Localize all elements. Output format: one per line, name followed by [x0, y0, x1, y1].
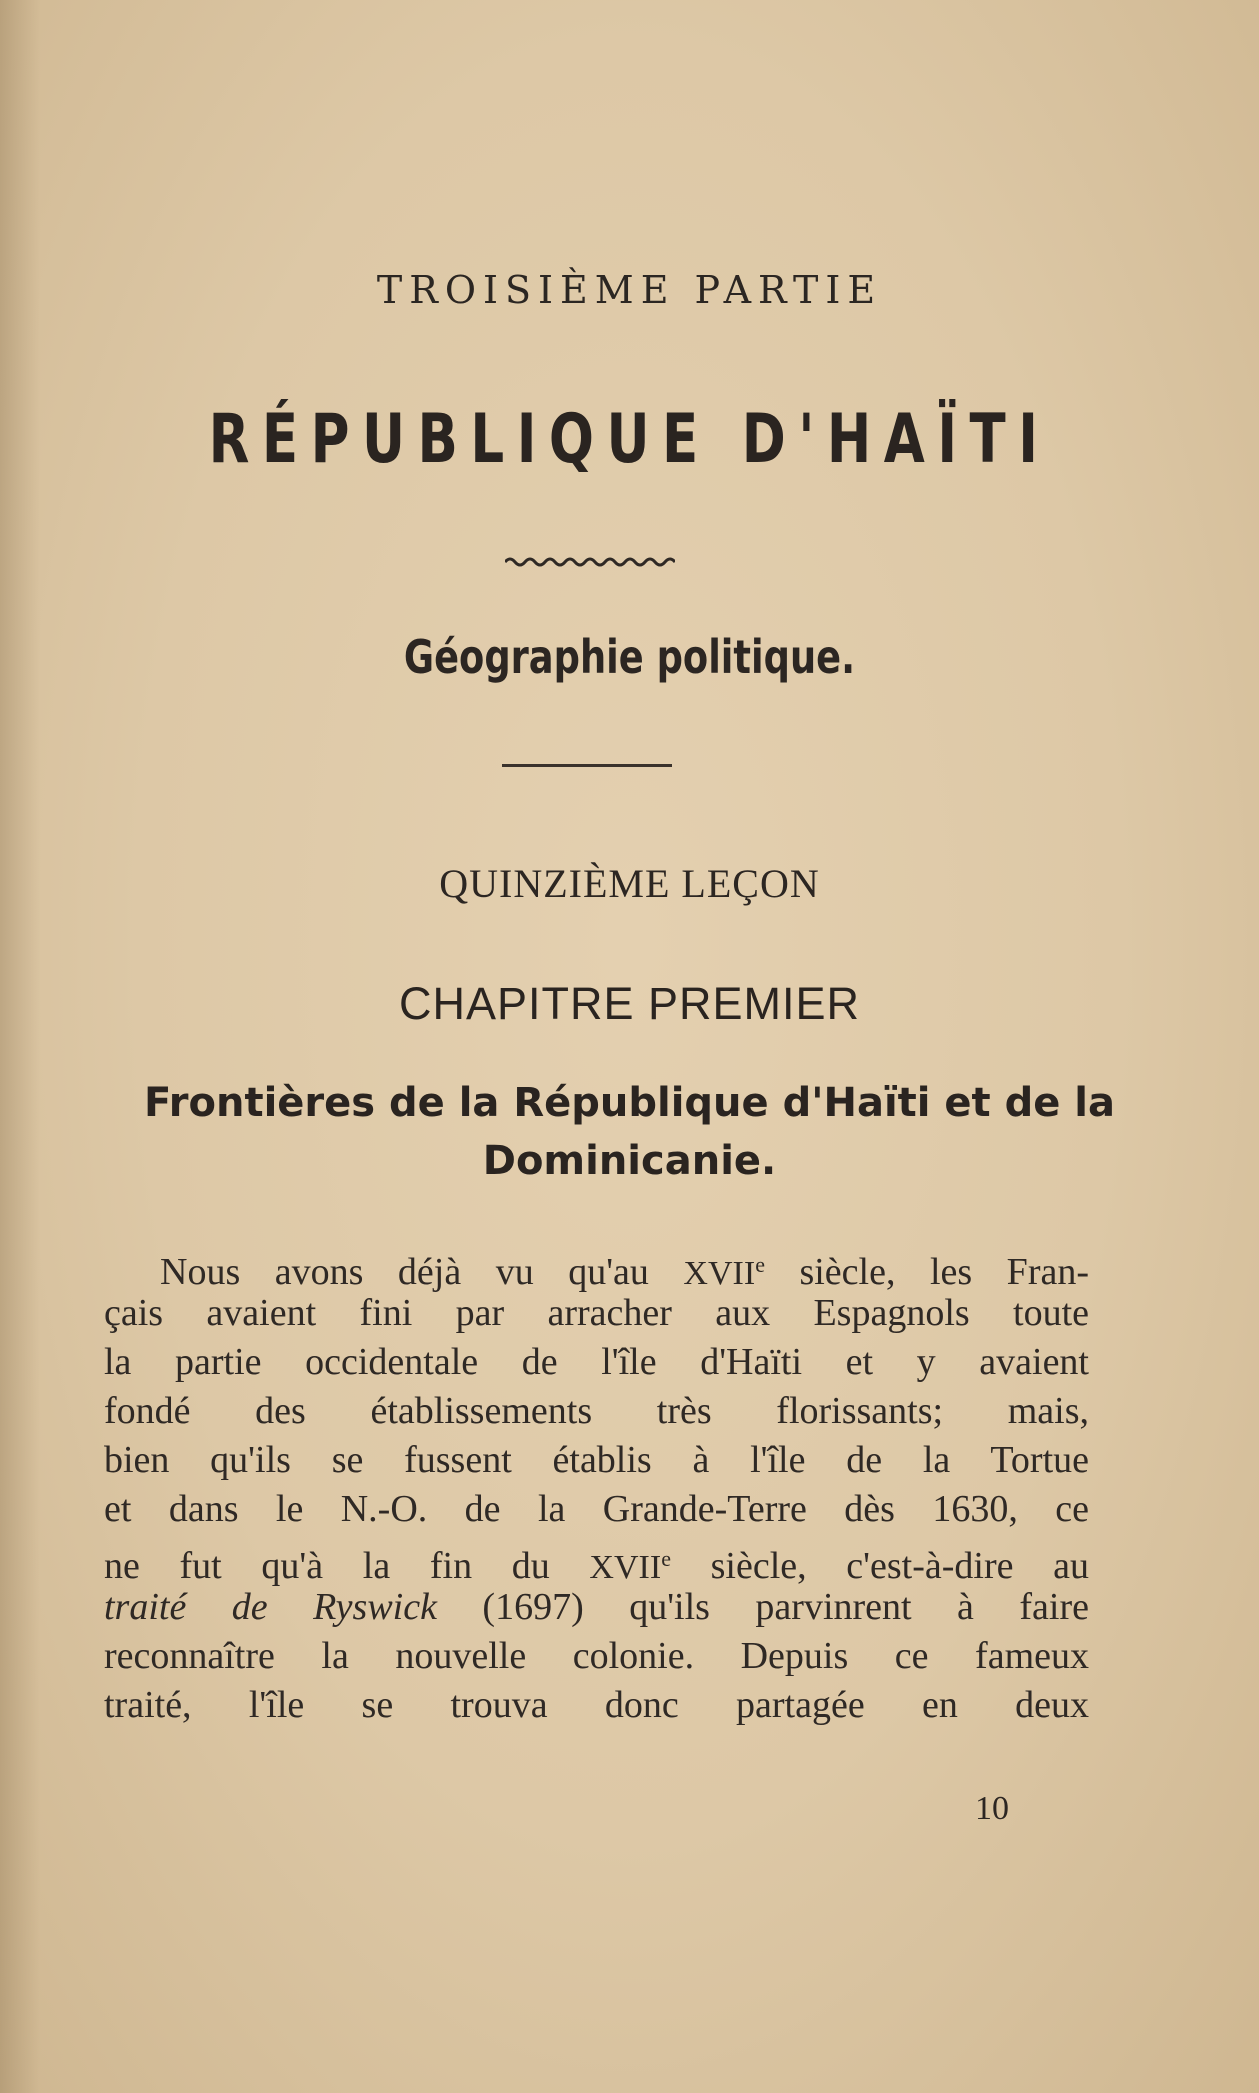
body-line: traité de Ryswick (1697) qu'ils parvinrent à faire	[104, 1586, 1089, 1628]
body-line: traité, l'île se trouva donc partagée en deux	[104, 1684, 1089, 1726]
chapter-heading: Frontières de la République d'Haïti et de la Dominicanie.	[144, 1080, 1115, 1184]
body-line: Nous avons déjà vu qu'au XVIIe siècle, les Fran-	[160, 1251, 1089, 1293]
body-line: ne fut qu'à la fin du XVIIe siècle, c'est-à-dire au	[104, 1545, 1089, 1587]
chapter-label: CHAPITRE PREMIER	[398, 978, 861, 1029]
horizontal-rule	[502, 764, 672, 767]
page-number: 10	[975, 1790, 1009, 1827]
lesson-label: QUINZIÈME LEÇON	[439, 861, 820, 906]
body-line: reconnaître la nouvelle colonie. Depuis ce fameux	[104, 1635, 1089, 1677]
body-line: bien qu'ils se fussent établis à l'île de la Tortue	[104, 1439, 1089, 1481]
section-subtitle: Géographie politique.	[403, 630, 856, 684]
body-line: la partie occidentale de l'île d'Haïti et y avaient	[104, 1341, 1089, 1383]
main-title: RÉPUBLIQUE D'HAÏTI	[208, 400, 1051, 479]
body-line: çais avaient fini par arracher aux Espagnols toute	[104, 1292, 1089, 1334]
wavy-ornament-divider	[505, 556, 675, 568]
part-label: TROISIÈME PARTIE	[376, 268, 883, 312]
body-line: fondé des établissements très florissants; mais,	[104, 1390, 1089, 1432]
page-edge-shadow	[0, 0, 40, 2093]
body-line: et dans le N.-O. de la Grande-Terre dès 1630, ce	[104, 1488, 1089, 1530]
body-paragraph	[104, 1240, 1089, 1730]
